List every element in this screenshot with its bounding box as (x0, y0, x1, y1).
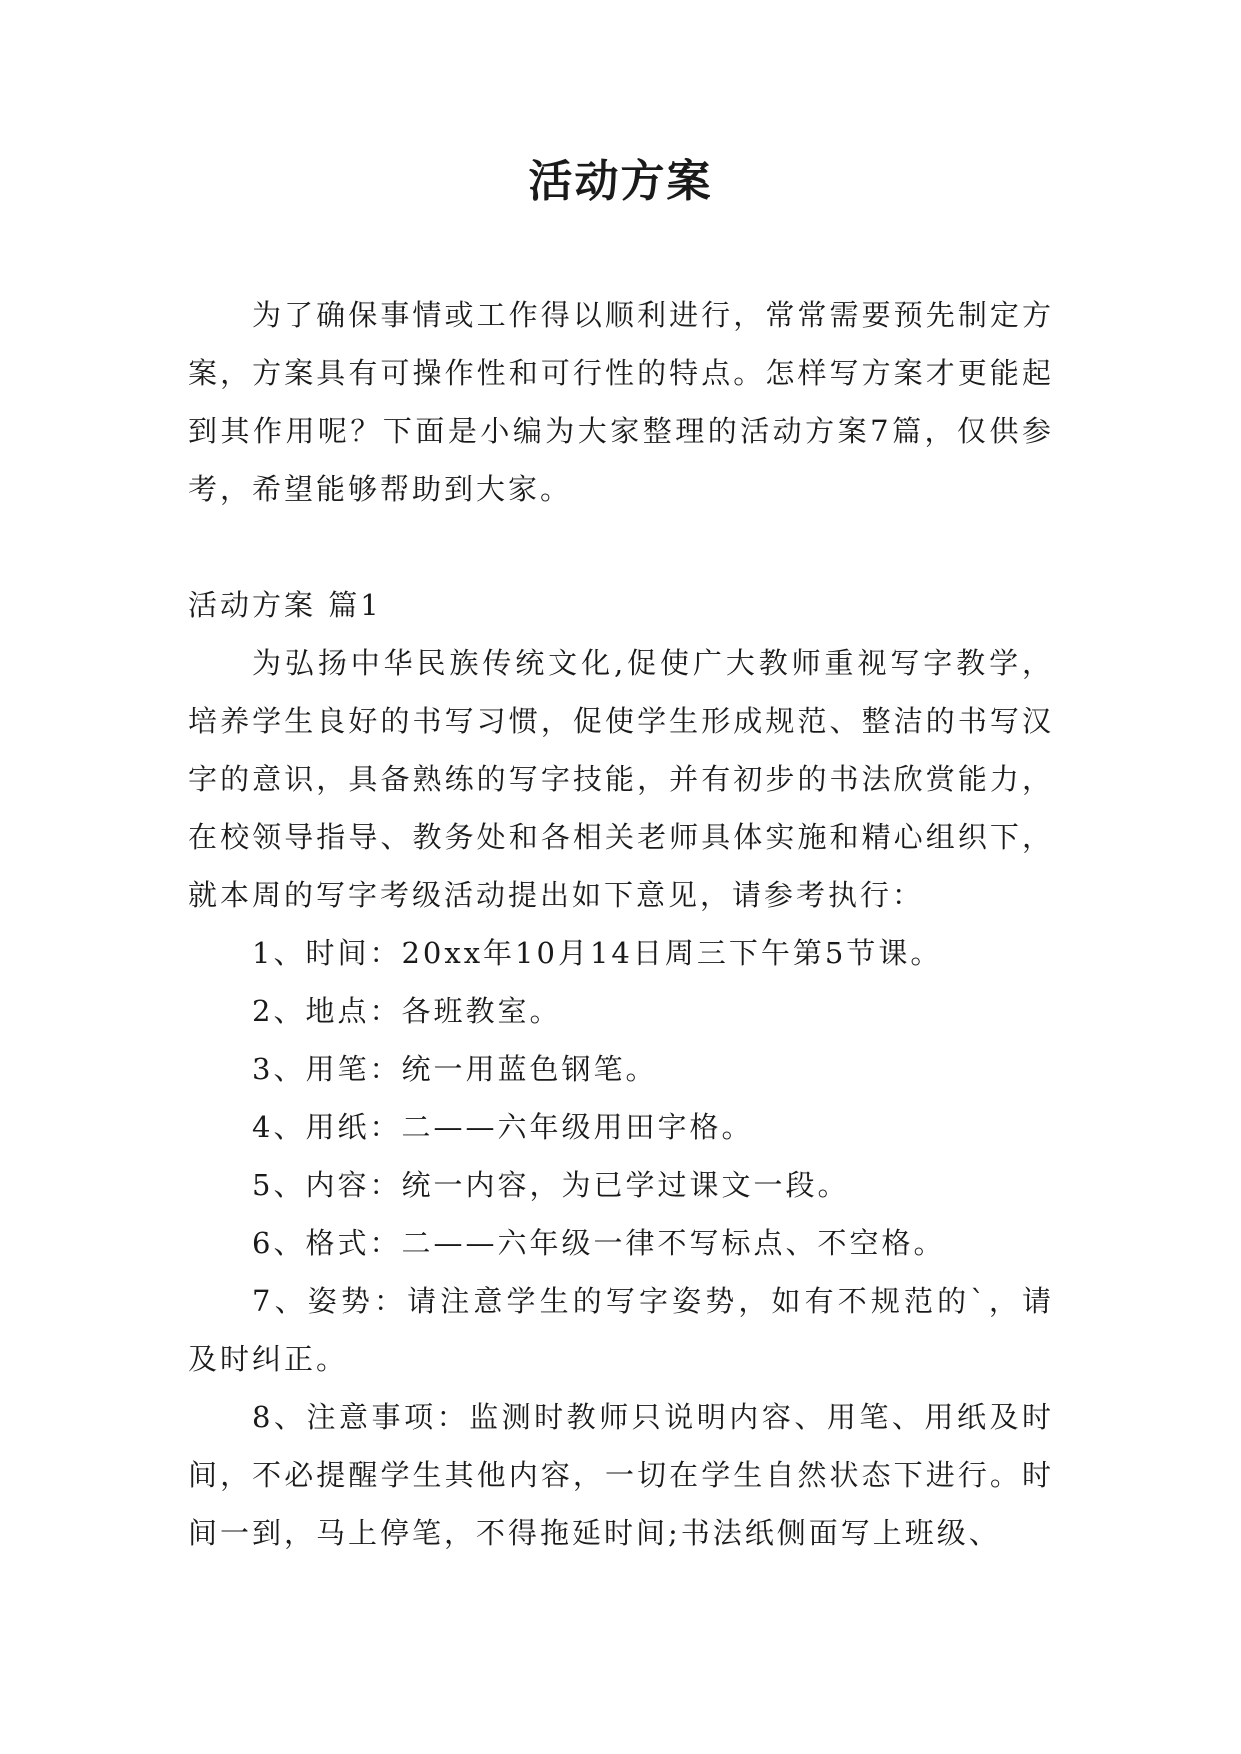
list-item-posture: 7、姿势：请注意学生的写字姿势，如有不规范的`，请及时纠正。 (188, 1284, 1054, 1376)
intro-paragraph: 为了确保事情或工作得以顺利进行，常常需要预先制定方案，方案具有可操作性和可行性的特点。怎样写方案才更能起到其作用呢？下面是小编为大家整理的活动方案7篇，仅供参考，希望能够帮助到大家。 (188, 298, 1054, 506)
list-item-location: 2、地点：各班教室。 (252, 994, 562, 1028)
section-heading: 活动方案 篇1 (188, 588, 382, 622)
intro-block (188, 286, 1054, 518)
list-item-paper: 4、用纸：二——六年级用田字格。 (252, 1110, 754, 1144)
list-item-pen: 3、用笔：统一用蓝色钢笔。 (252, 1052, 658, 1086)
list-item-notes: 8、注意事项：监测时教师只说明内容、用笔、用纸及时间，不必提醒学生其他内容，一切在学生自然状态下进行。时间一到，马上停笔，不得拖延时间;书法纸侧面写上班级、 (188, 1400, 1054, 1550)
section-paragraph-purpose: 为弘扬中华民族传统文化,促使广大教师重视写字教学，培养学生良好的书写习惯，促使学生形成规范、整洁的书写汉字的意识，具备熟练的写字技能，并有初步的书法欣赏能力，在校领导指导、教务处和各相关老师具体实施和精心组织下，就本周的写字考级活动提出如下意见，请参考执行： (188, 646, 1054, 912)
list-item-content: 5、内容：统一内容，为已学过课文一段。 (252, 1168, 850, 1202)
list-item-format: 6、格式：二——六年级一律不写标点、不空格。 (252, 1226, 946, 1260)
list-item-time: 1、时间：20xx年10月14日周三下午第5节课。 (252, 936, 943, 970)
section-1 (188, 576, 1054, 1562)
document-title: 活动方案 (528, 156, 713, 207)
